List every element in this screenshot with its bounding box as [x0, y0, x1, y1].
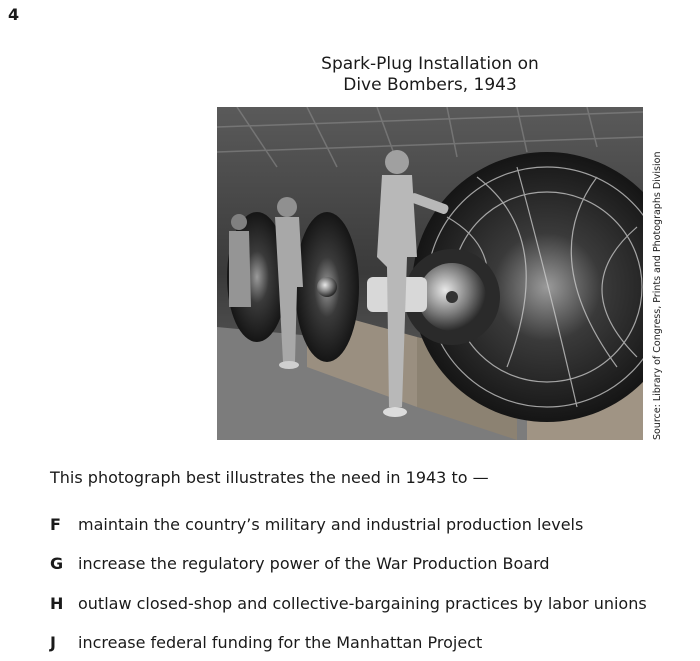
- photo-title-line2: Dive Bombers, 1943: [343, 75, 517, 95]
- choice-letter: G: [50, 554, 64, 573]
- choice-letter: F: [50, 515, 61, 534]
- photo-title-line1: Spark-Plug Installation on: [321, 54, 539, 74]
- choice-text: maintain the country’s military and industrial production levels: [78, 515, 584, 534]
- choice-g[interactable]: [50, 554, 550, 573]
- choice-text: outlaw closed-shop and collective-bargaining practices by labor unions: [78, 594, 647, 613]
- photo-source-credit: Source: Library of Congress, Prints and Photographs Division: [652, 151, 663, 440]
- choice-letter: J: [50, 633, 56, 652]
- factory-photo: [217, 107, 643, 440]
- choice-letter: H: [50, 594, 64, 613]
- choice-text: increase federal funding for the Manhattan Project: [78, 633, 483, 652]
- choice-f[interactable]: [50, 515, 583, 534]
- question-stem: This photograph best illustrates the need in 1943 to —: [50, 468, 489, 487]
- question-number: 4: [8, 5, 20, 24]
- choice-j[interactable]: [50, 633, 482, 652]
- choice-h[interactable]: [50, 594, 647, 613]
- choice-text: increase the regulatory power of the War Production Board: [78, 554, 550, 573]
- photo-title: [230, 54, 630, 96]
